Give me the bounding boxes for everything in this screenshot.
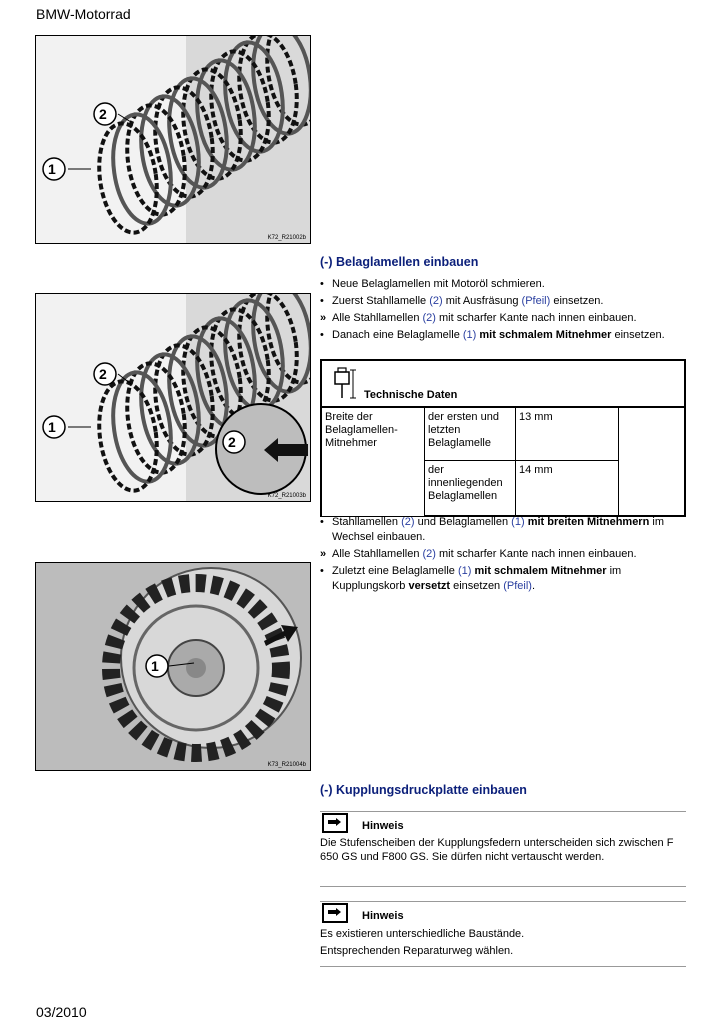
figure-code: K72_R21003b [267,493,306,499]
brand-header: BMW-Motorrad [36,6,131,22]
data-sheet-icon [332,364,362,404]
reference-marker: (2) [422,312,436,324]
step-item [320,564,700,594]
reference-marker: (1) [462,329,477,341]
clutch-plate [93,120,164,237]
figure-clutch-plates-2 [35,293,311,502]
step-arrow-marker: » [320,312,327,324]
figure-code: K72_R21002b [267,235,306,241]
note-title: Hinweis [362,910,404,922]
reference-marker: (1) [457,565,472,577]
text-span: einsetzen. [550,295,604,307]
callout-1: 1 [48,419,56,435]
emphasis-text: mit schmalem Mitnehmer [474,565,607,577]
emphasis-text: versetzt [408,580,451,592]
divider [320,901,686,902]
step-item [320,515,700,545]
note-hand-icon [322,813,348,835]
tech-empty-cell [619,408,686,517]
callout-2: 2 [99,106,107,122]
step-item [320,328,700,343]
tech-value-cell: 14 mm [516,461,619,517]
footer-date: 03/2010 [36,1004,87,1020]
text-span: . [531,580,536,592]
clutch-plate [93,378,164,495]
text-span: Zuletzt eine Belaglamelle [332,565,458,577]
note-hand-icon [322,903,348,925]
tech-value-cell: 13 mm [516,408,619,461]
step-arrow-marker: » [320,548,327,560]
text-span: Danach eine Belaglamelle [332,329,463,341]
note-text: Entsprechenden Reparaturweg wählen. [320,945,514,957]
tech-data-box [320,359,686,517]
text-span: einsetzen. [611,329,665,341]
callout-1: 1 [48,161,56,177]
step-text [332,328,692,343]
text-span: Alle Stahllamellen [332,312,423,324]
tech-label-cell: Breite der Belaglamellen-Mitnehmer [321,408,425,517]
text-span: im Wechsel einbauen. [332,516,664,543]
steps-list-2 [320,515,700,596]
text-span: Zuerst Stahllamelle [332,295,430,307]
steps-list-1 [320,277,700,345]
clutch-plates-detail-illustration [36,294,310,501]
text-span: Alle Stahllamellen [332,548,423,560]
step-item [320,294,700,309]
bullet-marker: • [320,295,324,307]
note-text: Die Stufenscheiben der Kupplungsfedern unterscheiden sich zwischen F 650 GS und F800 GS. Sie dürfen nicht vertauscht werden. [320,837,674,863]
text-span: mit scharfer Kante nach innen einbauen. [435,548,637,560]
figure-code: K73_R21004b [267,762,306,768]
emphasis-text: mit schmalem Mitnehmer [479,329,612,341]
tech-cond-cell: der ersten und letzten Belaglamelle [425,408,516,461]
clutch-plate [121,102,192,219]
callout-1: 1 [151,658,159,674]
section-title-kupplungsdruckplatte: (-) Kupplungsdruckplatte einbauen [320,783,527,797]
text-span: und Belaglamellen [414,516,512,528]
reference-marker: (Pfeil) [521,295,551,307]
reference-marker: (2) [429,295,443,307]
text-span: im Kupplungskorb [332,565,622,592]
divider [320,966,686,967]
divider [320,886,686,887]
step-item [320,277,700,292]
divider [320,811,686,812]
text-span: einsetzen [450,580,504,592]
step-text [332,547,692,562]
figure-clutch-basket [35,562,311,771]
bullet-marker: • [320,329,324,341]
emphasis-text: mit breiten Mitnehmern [527,516,650,528]
reference-marker: (1) [511,516,525,528]
reference-marker: (2) [422,548,436,560]
text-span: Neue Belaglamellen mit Motoröl schmieren. [332,278,545,290]
step-text [332,515,692,545]
note-title: Hinweis [362,820,404,832]
clutch-plate [121,360,192,477]
tech-data-header [320,359,686,408]
bullet-marker: • [320,278,324,290]
bullet-marker: • [320,565,324,577]
tech-data-title: Technische Daten [364,389,458,401]
callout-2: 2 [99,366,107,382]
clutch-plates-illustration [36,36,310,243]
reference-marker: (Pfeil) [503,580,532,592]
clutch-basket-illustration [36,563,310,770]
table-row [321,408,685,461]
step-text [332,311,692,326]
text-span: Stahllamellen [332,516,402,528]
step-text [332,294,692,309]
reference-marker: (2) [401,516,415,528]
tech-cond-cell: der innenliegenden Belaglamellen [425,461,516,517]
callout-2-detail: 2 [228,434,236,450]
step-item [320,547,700,562]
tech-data-table [320,407,686,517]
note-text: Es existieren unterschiedliche Baustände. [320,928,525,940]
text-span: mit scharfer Kante nach innen einbauen. [435,312,637,324]
bullet-marker: • [320,516,324,528]
figure-clutch-plates-1 [35,35,311,244]
step-text [332,277,692,292]
step-item [320,311,700,326]
section-title-belaglamellen: (-) Belaglamellen einbauen [320,255,479,269]
step-text [332,564,692,594]
text-span: mit Ausfräsung [442,295,522,307]
